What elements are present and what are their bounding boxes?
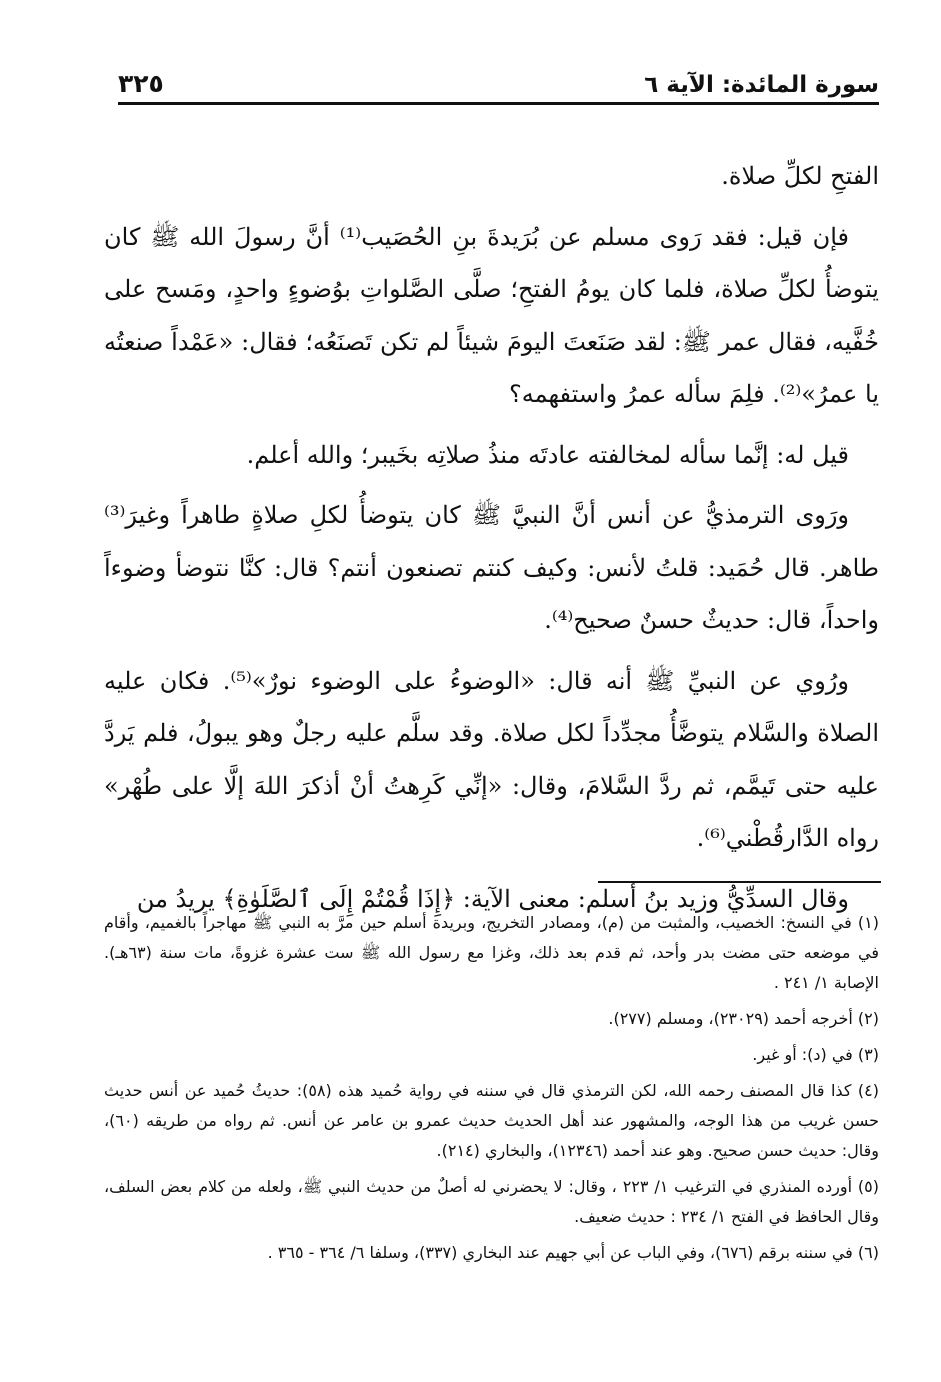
footnote: (٣) في (د): أو غير. xyxy=(752,1045,879,1064)
footnote-separator xyxy=(598,881,881,883)
footnote: (٥) أورده المنذري في الترغيب ١/ ٢٢٣ ، وقال: لا يحضرني له أصلٌ من حديث النبي ﷺ، ولعله من كلام بعض السلف، وقال الحافظ في الفتح ١/ ٢٣٤ : حديث ضعيف. xyxy=(104,1177,879,1226)
footnote: (١) في النسخ: الخصيب، والمثبت من (م)، ومصادر التخريج، وبريدة أسلم حين مرَّ به النبي ﷺ مهاجراً بالغميم، وأقام في موضعه حتى مضت بدر وأحد، ثم قدم بعد ذلك، وغزا مع رسول الله ﷺ ست عشرة غزوةً، مات سنة (٦٣هـ). الإصابة ١/ ٢٤١ . xyxy=(104,913,879,992)
running-header xyxy=(118,62,879,105)
surah-title: سورة المائدة: الآية ٦ xyxy=(644,72,879,98)
paragraph: الفتحِ لكلِّ صلاة. xyxy=(721,162,879,190)
paragraph: ورُوي عن النبيِّ ﷺ أنه قال: «الوضوءُ على الوضوء نورٌ»⁽⁵⁾. فكان عليه الصلاة والسَّلام يتوضَّأُ مجدِّداً لكل صلاة. وقد سلَّم عليه رجلٌ وهو يبولُ، فلم يَردَّ عليه حتى تَيمَّم، ثم ردَّ السَّلامَ، وقال: «إنِّي كَرِهتُ أنْ أذكرَ اللهَ إلَّا على طُهْر» رواه الدَّارقُطْني⁽⁶⁾. xyxy=(104,666,879,852)
paragraph: فإن قيل: فقد رَوى مسلم عن بُرَيدةَ بنِ الحُصَيب⁽¹⁾ أنَّ رسولَ الله ﷺ كان يتوضأُ لكلِّ صلاة، فلما كان يومُ الفتحِ؛ صلَّى الصَّلواتِ بوُضوءٍ واحدٍ، ومَسح على خُفَّيه، فقال عمر ﷺ: لقد صَنَعتَ اليومَ شيئاً لم تكن تَصنَعُه؛ فقال: «عَمْداً صنعتُه يا عمرُ»⁽²⁾. فلِمَ سأله عمرُ واستفهمه؟ xyxy=(104,222,879,408)
paragraph: ورَوى الترمذيُّ عن أنس أنَّ النبيَّ ﷺ كان يتوضأُ لكلِ صلاةٍ طاهراً وغيرَ⁽³⁾ طاهر. قال حُمَيد: قلتُ لأنس: وكيف كنتم تصنعون أنتم؟ قال: كنَّا نتوضأ وضوءاً واحداً، قال: حديثٌ حسنٌ صحيح⁽⁴⁾. xyxy=(104,501,879,634)
paragraph: قيل له: إنَّما سأله لمخالفته عادتَه منذُ صلاتِه بخَيبر؛ والله أعلم. xyxy=(246,440,849,469)
footnote: (٢) أخرجه أحمد (٢٣٠٢٩)، ومسلم (٢٧٧). xyxy=(608,1009,879,1028)
footnote: (٦) في سننه برقم (٦٧٦)، وفي الباب عن أبي جهيم عند البخاري (٣٣٧)، وسلفا ٦/ ٣٦٤ - ٣٦٥ . xyxy=(267,1243,879,1262)
main-text xyxy=(104,150,879,933)
footnotes xyxy=(104,908,879,1274)
paragraph: وقال السدِّيُّ وزيد بنُ أسلم: معنى الآية: ﴿إِذَا قُمْتُمْ إِلَى ٱلصَّلَوٰةِ﴾ يريدُ من xyxy=(136,884,849,913)
page-number: ٣٢٥ xyxy=(118,69,164,98)
footnote: (٤) كذا قال المصنف رحمه الله، لكن الترمذي قال في سننه في رواية حُميد هذه (٥٨): حديثُ حُميد عن أنس حديث حسن غريب من هذا الوجه، والمشهور عند أهل الحديث حديث عمرو بن عامر عن أنس. ثم رواه من طريقه (٦٠)، وقال: حديث حسن صحيح. وهو عند أحمد (١٢٣٤٦)، والبخاري (٢١٤). xyxy=(104,1081,880,1160)
